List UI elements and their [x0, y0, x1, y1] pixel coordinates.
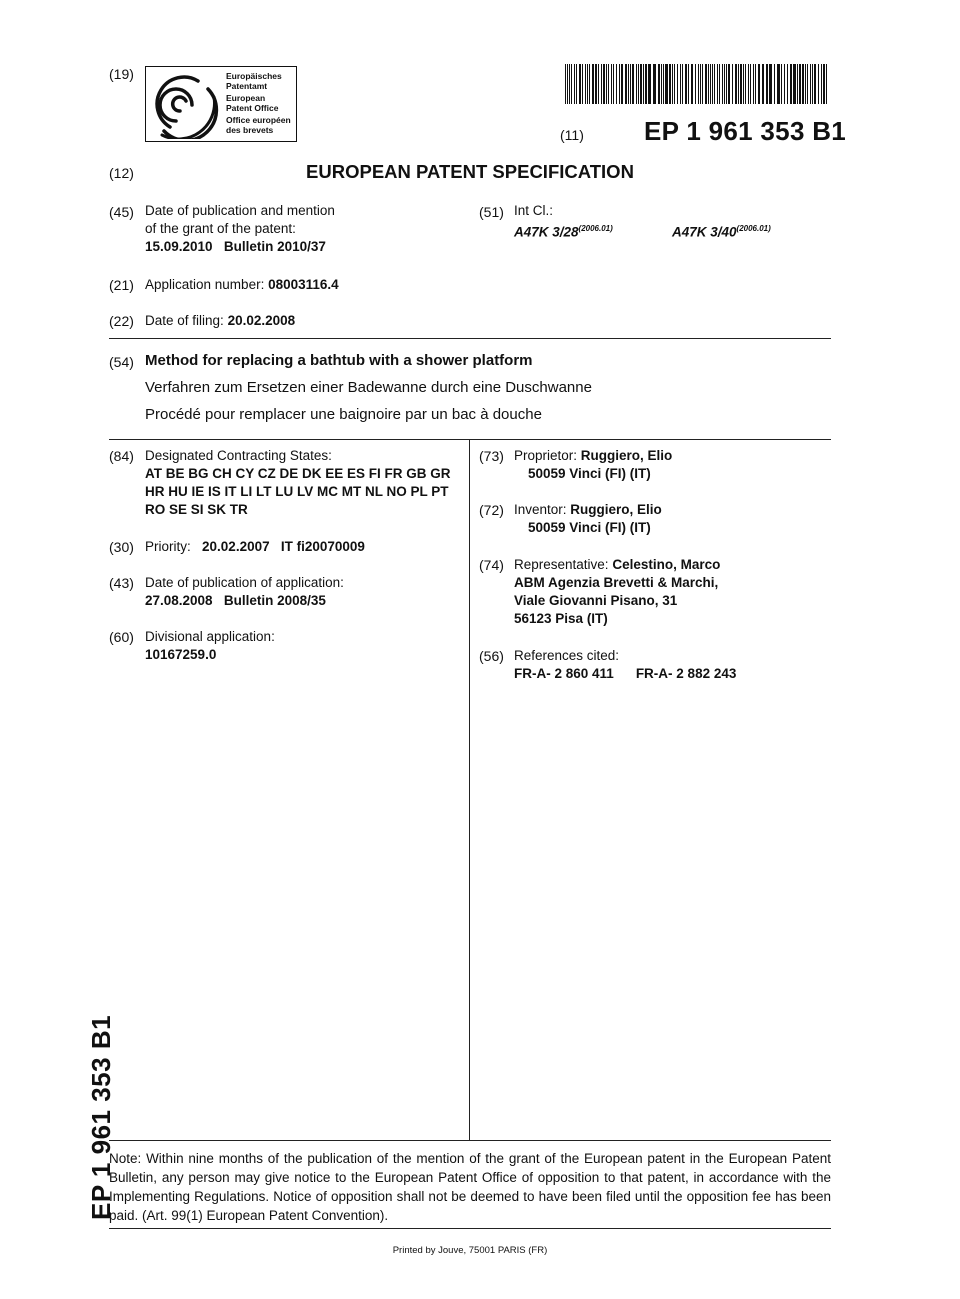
divider — [109, 338, 831, 339]
inid-code-74: (74) — [479, 557, 504, 573]
inid-code-84: (84) — [109, 448, 134, 464]
divider — [109, 439, 831, 440]
inid-code-56: (56) — [479, 648, 504, 664]
inid-code-60: (60) — [109, 629, 134, 645]
filing-date-field: Date of filing: 20.02.2008 — [145, 313, 296, 328]
application-publication-field: Date of publication of application: 27.08.2008 Bulletin 2008/35 — [145, 575, 344, 608]
publication-number: EP 1 961 353 B1 — [644, 116, 847, 146]
representative-field: Representative: Celestino, Marco ABM Agenzia Brevetti & Marchi, Viale Giovanni Pisano, 31 56123 Pisa (IT) — [514, 557, 721, 626]
inid-code-21: (21) — [109, 277, 134, 293]
inid-code-54: (54) — [109, 354, 134, 370]
application-number-field: Application number: 08003116.4 — [145, 277, 339, 292]
inid-code-43: (43) — [109, 575, 134, 591]
int-cl-class-2: A47K $3/40^{(2006.01)}$ — [672, 224, 771, 240]
inid-code-12: (12) — [109, 165, 134, 181]
column-divider — [469, 440, 470, 1140]
document-title: EUROPEAN PATENT SPECIFICATION — [306, 161, 634, 182]
epo-logo — [145, 66, 297, 142]
inid-code-73: (73) — [479, 448, 504, 464]
inid-code-51: (51) — [479, 204, 504, 220]
epo-logo-icon — [146, 67, 226, 139]
divisional-application-field: Divisional application: 10167259.0 — [145, 629, 275, 662]
barcode-icon — [565, 64, 831, 104]
priority-field: Priority: 20.02.2007 IT fi20070009 — [145, 539, 365, 554]
inid-code-45: (45) — [109, 204, 134, 220]
side-publication-number: EP 1 961 353 B1 — [86, 1014, 116, 1220]
printer-footer: Printed by Jouve, 75001 PARIS (FR) — [392, 1245, 548, 1256]
inventor-field: Inventor: Ruggiero, Elio 50059 Vinci (FI) (IT) — [514, 502, 662, 535]
office-name: Europäisches Patentamt European Patent Office Office européen des brevets — [226, 71, 291, 135]
opposition-note: Note: Within nine months of the publication of the mention of the grant of the European patent in the European Patent Bulletin, any person may give notice to the European Patent Office of opposition to that patent, in accordance with the Implementing Regulations. Notice of opposition shall not be deemed to have been filed until the opposition fee has been paid. (Art. 99(1) European Patent Convention). — [109, 1151, 831, 1223]
designated-states-field: Designated Contracting States: AT BE BG CH CY CZ DE DK EE ES FI FR GB GR HR HU IE IS IT LI LT LU LV MC MT NL NO PL PT RO SE SI SK TR — [145, 448, 451, 517]
inid-code-19: (19) — [109, 66, 134, 82]
title-field: Method for replacing a bathtub with a shower platform Verfahren zum Ersetzen einer Badewanne durch eine Duschwanne Procédé pour remplacer une baignoire par un bac à douche — [145, 352, 592, 423]
grant-publication-field: Date of publication and mention of the grant of the patent: 15.09.2010 Bulletin 2010/37 — [145, 203, 335, 254]
divider — [109, 1228, 831, 1229]
divider — [109, 1140, 831, 1141]
inid-code-11: (11) — [560, 127, 584, 143]
inid-code-30: (30) — [109, 539, 134, 555]
inid-code-22: (22) — [109, 313, 134, 329]
inid-code-72: (72) — [479, 502, 504, 518]
proprietor-field: Proprietor: Ruggiero, Elio 50059 Vinci (FI) (IT) — [514, 448, 673, 481]
int-cl-field: Int Cl.: — [514, 203, 554, 218]
int-cl-class-1: A47K $3/28^{(2006.01)}$ — [514, 224, 613, 240]
references-field: References cited: FR-A- 2 860 411 FR-A- 2 882 243 — [514, 648, 737, 681]
